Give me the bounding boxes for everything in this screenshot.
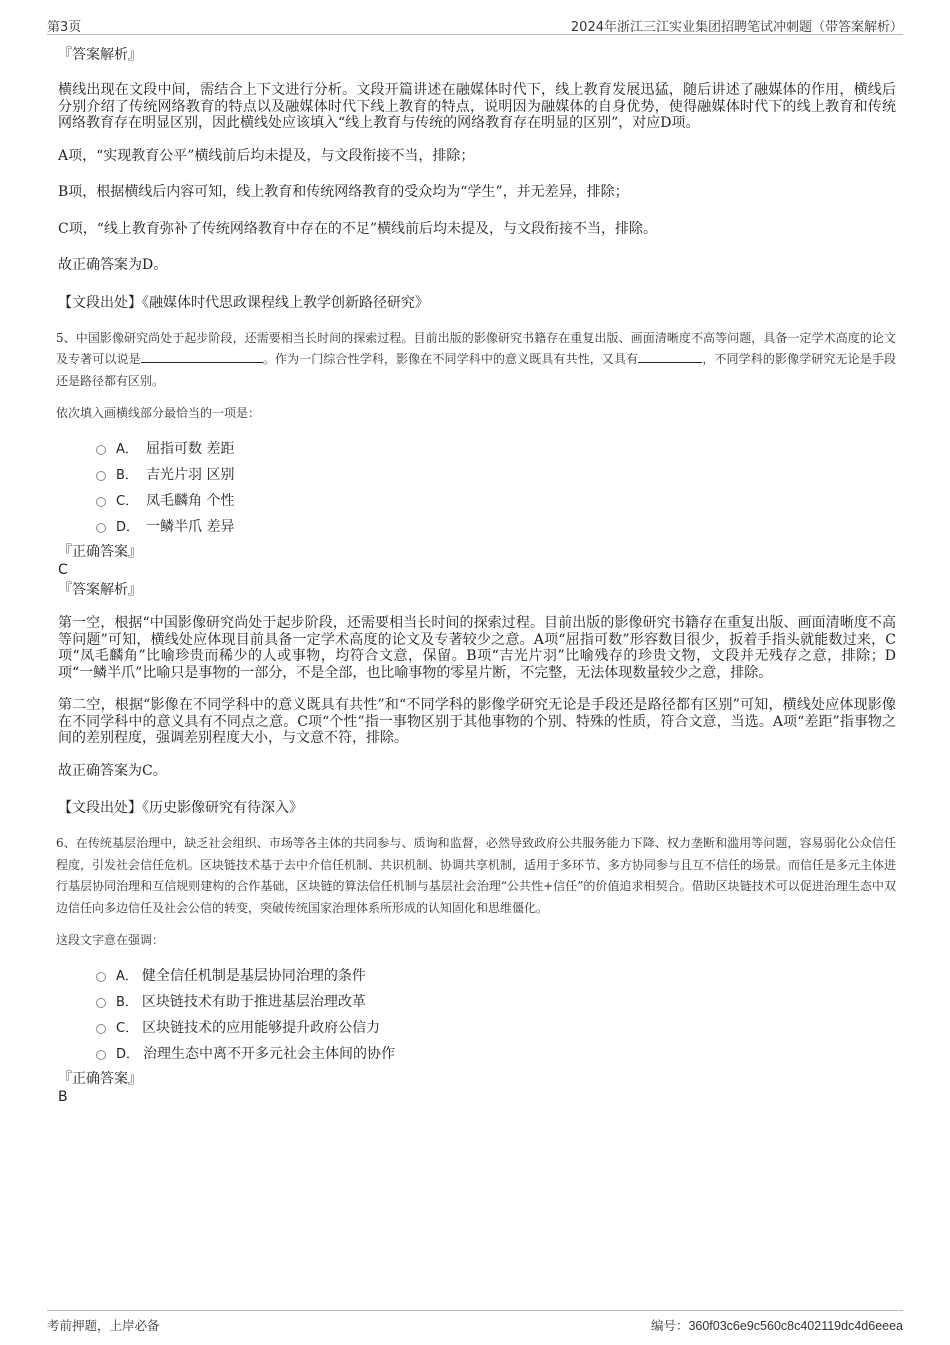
q5-option-d[interactable]: D． 一鳞半爪 差异: [96, 514, 896, 540]
q6-option-b[interactable]: B． 区块链技术有助于推进基层治理改革: [96, 989, 896, 1015]
radio-icon[interactable]: [96, 497, 106, 507]
q4-analysis-option-b: B项，根据横线后内容可知，线上教育和传统网络教育的受众均为“学生”，并无差异，排除；: [58, 184, 629, 200]
q6-option-c[interactable]: C． 区块链技术的应用能够提升政府公信力: [96, 1015, 896, 1041]
q6-option-d[interactable]: D． 治理生态中离不开多元社会主体间的协作: [96, 1041, 896, 1067]
q6-answer: B: [58, 1089, 68, 1105]
document-title: 2024年浙江三江实业集团招聘笔试冲刺题（带答案解析）: [570, 20, 903, 35]
q5-answer-heading: 『正确答案』: [58, 544, 142, 560]
radio-icon[interactable]: [96, 445, 106, 455]
radio-icon[interactable]: [96, 523, 106, 533]
q6-option-a[interactable]: A． 健全信任机制是基层协同治理的条件: [96, 963, 896, 989]
q4-analysis-option-c: C项，“线上教育弥补了传统网络教育中存在的不足”横线前后均未提及，与文段衔接不当，排除。: [58, 220, 658, 237]
q6-options: [96, 963, 896, 1067]
q5-source: 【文段出处】《历史影像研究有待深入》: [58, 800, 303, 816]
q6-prompt: 这段文字意在强调：: [56, 933, 165, 947]
radio-icon[interactable]: [96, 1050, 106, 1060]
q6-question-text: 6、在传统基层治理中，缺乏社会组织、市场等各主体的共同参与、质询和监督，必然导致政府公共服务能力下降、权力垄断和滥用等问题，容易弱化公众信任程度，引发社会信任危机。区块链技术基于去中介信任机制、共识机制、协调共享机制，适用于多环节、多方协同参与且互不信任的场景。而信任是多元主体进行基层协同治理和互信规则建构的合作基础，区块链的算法信任机制与基层社会治理“公共性+信任”的价值追求相契合。借助区块链技术可以促进治理生态中双边信任向多边信任及社会公信的转变，突破传统国家治理体系所形成的认知固化和思维僵化。: [56, 836, 897, 915]
q5-question-text: 5、中国影像研究尚处于起步阶段，还需要相当长时间的探索过程。目前出版的影像研究书籍存在重复出版、画面清晰度不高等问题，具备一定学术高度的论文及专著可以说是 。作为一门综合性学科，影像在不同学科中的意义既具有共性，又具有 ，不同学科的影像学研究无论是手段还是路径都有区别。: [56, 330, 896, 388]
q4-source: 【文段出处】《融媒体时代思政课程线上教学创新路径研究》: [58, 294, 429, 311]
radio-icon[interactable]: [96, 998, 106, 1008]
page-content: [56, 46, 896, 1108]
q5-options: [96, 436, 896, 540]
footer-slogan: 考前押题，上岸必备: [47, 1318, 160, 1333]
q5-option-b[interactable]: B． 吉光片羽 区别: [96, 462, 896, 488]
page-footer: [47, 1310, 903, 1337]
q5-blank-2: [638, 350, 702, 363]
q5-answer: C: [58, 562, 68, 578]
page-header: [47, 14, 903, 35]
page-number: 第3页: [47, 20, 82, 35]
q5-conclusion: 故正确答案为C。: [58, 762, 167, 779]
q5-option-a[interactable]: A． 屈指可数 差距: [96, 436, 896, 462]
q4-analysis-option-a: A项，“实现教育公平”横线前后均未提及，与文段衔接不当，排除；: [58, 147, 475, 164]
q5-prompt: 依次填入画横线部分最恰当的一项是：: [56, 406, 261, 420]
q5-analysis-heading: 『答案解析』: [58, 582, 142, 598]
radio-icon[interactable]: [96, 1024, 106, 1034]
q5-option-c[interactable]: C． 凤毛麟角 个性: [96, 488, 896, 514]
q4-analysis-heading: 『答案解析』: [58, 47, 142, 63]
q4-analysis-paragraph: 横线出现在文段中间，需结合上下文进行分析。文段开篇讲述在融媒体时代下，线上教育发展迅猛，随后讲述了融媒体的作用，横线后分别介绍了传统网络教育的特点以及融媒体时代下线上教育的特点，说明因为融媒体的自身优势，使得融媒体时代下的线上教育和传统网络教育存在明显区别，因此横线处应该填入“线上教育与传统的网络教育存在明显的区别”，对应D项。: [58, 82, 896, 131]
q5-analysis-second-blank: 第二空，根据“影像在不同学科中的意义既具有共性”和“不同学科的影像学研究无论是手段还是路径都有区别”可知，横线处应体现影像在不同学科中的意义具有不同点之意。C项“个性”指一事物区别于其他事物的个别、特殊的性质，符合文意，当选。A项“差距”指事物之间的差别程度，强调差别程度大小，与文意不符，排除。: [58, 697, 896, 746]
q6-answer-heading: 『正确答案』: [58, 1071, 142, 1087]
document-code: 编号：360f03c6e9c560c8c402119dc4d6eeea: [650, 1318, 903, 1333]
radio-icon[interactable]: [96, 972, 106, 982]
q5-analysis-first-blank: 第一空，根据“中国影像研究尚处于起步阶段，还需要相当长时间的探索过程。目前出版的影像研究书籍存在重复出版、画面清晰度不高等问题”可知，横线处应体现目前具备一定学术高度的论文及专著较少之意。A项“屈指可数”形容数目很少，扳着手指头就能数过来，C项“凤毛麟角”比喻珍贵而稀少的人或事物，均符合文意，保留。B项“吉光片羽”比喻残存的珍贵文物，文段并无残存之意，排除；D项“一鳞半爪”比喻只是事物的一部分，不是全部，也比喻事物的零星片断，不完整，无法体现数量较少之意，排除。: [58, 615, 896, 681]
radio-icon[interactable]: [96, 471, 106, 481]
q4-conclusion: 故正确答案为D。: [58, 257, 168, 273]
q5-blank-1: [141, 350, 263, 363]
